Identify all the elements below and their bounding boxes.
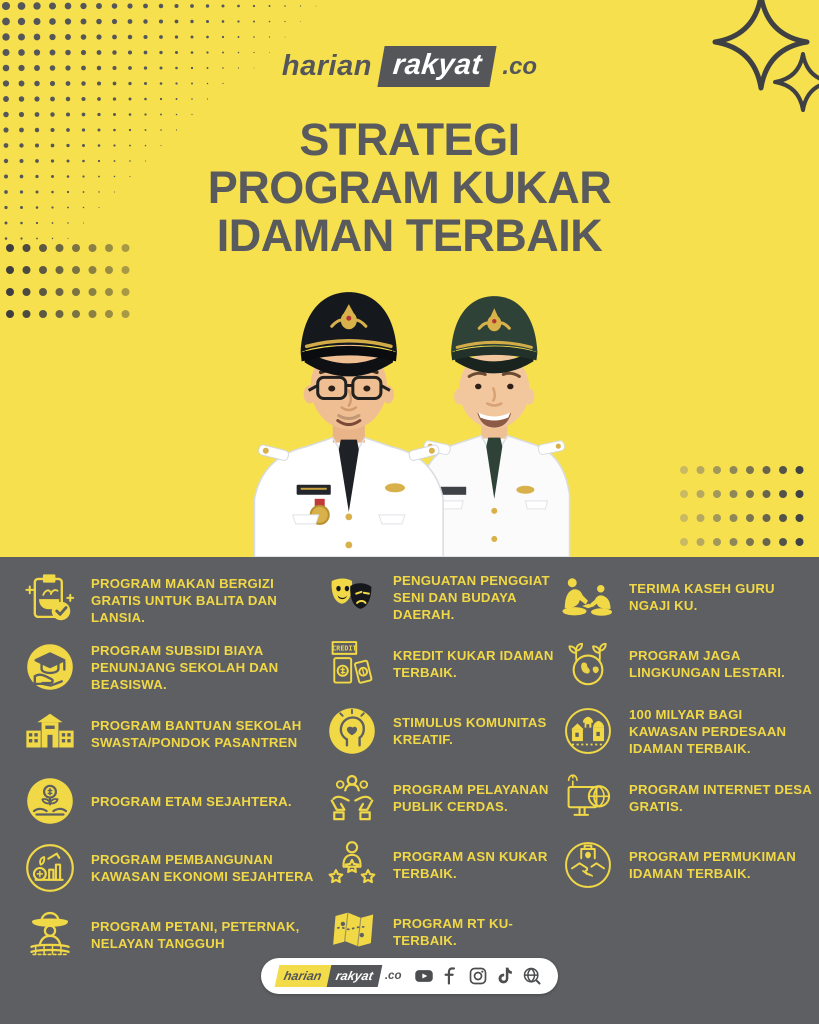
program-label: 100 MILYAR BAGI KAWASAN PERDESAAN IDAMAN TERBAIK. bbox=[629, 706, 787, 756]
title-line-3: IDAMAN TERBAIK bbox=[216, 210, 603, 261]
program-label: PENGUATAN PENGGIAT SENI DAN BUDAYA DAERAH. bbox=[393, 572, 550, 622]
program-label: PROGRAM MAKAN BERGIZI GRATIS UNTUK BALITA DAN LANSIA. bbox=[91, 575, 278, 625]
brand-word-2-box bbox=[377, 46, 497, 87]
title-line-2: PROGRAM KUKAR bbox=[207, 162, 612, 213]
program-item bbox=[560, 704, 812, 758]
programs-column-1 bbox=[22, 573, 318, 962]
money-plant-hands-icon bbox=[22, 774, 78, 828]
program-item bbox=[324, 905, 562, 959]
person-stars-icon bbox=[324, 838, 380, 892]
program-item bbox=[324, 637, 562, 691]
officials-photo bbox=[192, 246, 622, 557]
website-icon bbox=[522, 966, 542, 986]
program-label: PROGRAM SUBSIDI BIAYA PENUNJANG SEKOLAH DAN BEASISWA. bbox=[91, 642, 279, 692]
programs-column-2 bbox=[324, 570, 562, 959]
youtube-icon bbox=[414, 966, 434, 986]
graduation-hand-icon bbox=[22, 640, 78, 694]
program-label: PROGRAM PETANI, PETERNAK, NELAYAN TANGGUH bbox=[91, 919, 300, 951]
program-item bbox=[22, 573, 318, 627]
dot-grid-right bbox=[674, 460, 819, 554]
footer-brand-word-2-box bbox=[327, 965, 383, 987]
programs-column-3 bbox=[560, 570, 812, 892]
program-label: PROGRAM RT KU-TERBAIK. bbox=[393, 916, 514, 948]
program-item bbox=[560, 771, 812, 825]
program-label: PROGRAM PEMBANGUNAN KAWASAN EKONOMI SEJAHTERA bbox=[91, 852, 314, 884]
program-item bbox=[560, 637, 812, 691]
program-item bbox=[22, 841, 318, 895]
theater-masks-icon bbox=[324, 570, 380, 624]
school-building-icon bbox=[22, 707, 78, 761]
footer-brand-word-1-box bbox=[274, 965, 330, 987]
footer-brand-suffix: .co bbox=[384, 970, 402, 982]
footer-pill bbox=[261, 958, 559, 994]
economy-growth-icon bbox=[22, 841, 78, 895]
globe-plants-icon bbox=[560, 637, 616, 691]
program-item bbox=[22, 774, 318, 828]
program-item bbox=[324, 771, 562, 825]
footer-brand-word-1: harian bbox=[282, 969, 323, 983]
program-label: PROGRAM INTERNET DESA GRATIS. bbox=[629, 782, 812, 814]
credit-cards-icon bbox=[324, 637, 380, 691]
creative-head-icon bbox=[324, 704, 380, 758]
program-label: PROGRAM BANTUAN SEKOLAH SWASTA/PONDOK PASANTREN bbox=[91, 718, 302, 750]
farmer-icon bbox=[22, 908, 78, 962]
program-item bbox=[560, 838, 812, 892]
facebook-icon bbox=[441, 966, 461, 986]
footer-brand-logo bbox=[277, 965, 402, 987]
program-label: PROGRAM JAGA LINGKUNGAN LESTARI. bbox=[629, 648, 785, 680]
tiktok-icon bbox=[495, 966, 515, 986]
brand-suffix: .co bbox=[502, 52, 538, 80]
program-item bbox=[22, 908, 318, 962]
brand-word-2: rakyat bbox=[391, 49, 484, 81]
brand-word-1: harian bbox=[281, 50, 372, 82]
page-title bbox=[0, 116, 819, 260]
program-label: PROGRAM PERMUKIMAN IDAMAN TERBAIK. bbox=[629, 849, 796, 881]
handshake-house-icon bbox=[560, 838, 616, 892]
program-item bbox=[560, 570, 812, 624]
instagram-icon bbox=[468, 966, 488, 986]
program-item bbox=[324, 704, 562, 758]
teacher-student-icon bbox=[560, 570, 616, 624]
social-row bbox=[414, 966, 542, 986]
svg-text:CREDIT: CREDIT bbox=[332, 644, 357, 653]
title-line-1: STRATEGI bbox=[299, 114, 520, 165]
community-hands-icon bbox=[324, 771, 380, 825]
village-circle-icon bbox=[560, 704, 616, 758]
regent-figure bbox=[255, 292, 444, 557]
program-item bbox=[22, 640, 318, 694]
program-label: PROGRAM PELAYANAN PUBLIK CERDAS. bbox=[393, 782, 549, 814]
brand-logo bbox=[0, 46, 819, 87]
program-label: STIMULUS KOMUNITAS KREATIF. bbox=[393, 715, 547, 747]
footer-brand-word-2: rakyat bbox=[334, 969, 375, 983]
program-label: KREDIT KUKAR IDAMAN TERBAIK. bbox=[393, 648, 554, 680]
program-label: PROGRAM ASN KUKAR TERBAIK. bbox=[393, 849, 548, 881]
program-item bbox=[324, 570, 562, 624]
program-item bbox=[22, 707, 318, 761]
internet-desa-icon bbox=[560, 771, 616, 825]
meal-check-icon bbox=[22, 573, 78, 627]
program-label: TERIMA KASEH GURU NGAJI KU. bbox=[629, 581, 775, 613]
map-icon bbox=[324, 905, 380, 959]
program-label: PROGRAM ETAM SEJAHTERA. bbox=[91, 793, 292, 809]
program-item bbox=[324, 838, 562, 892]
